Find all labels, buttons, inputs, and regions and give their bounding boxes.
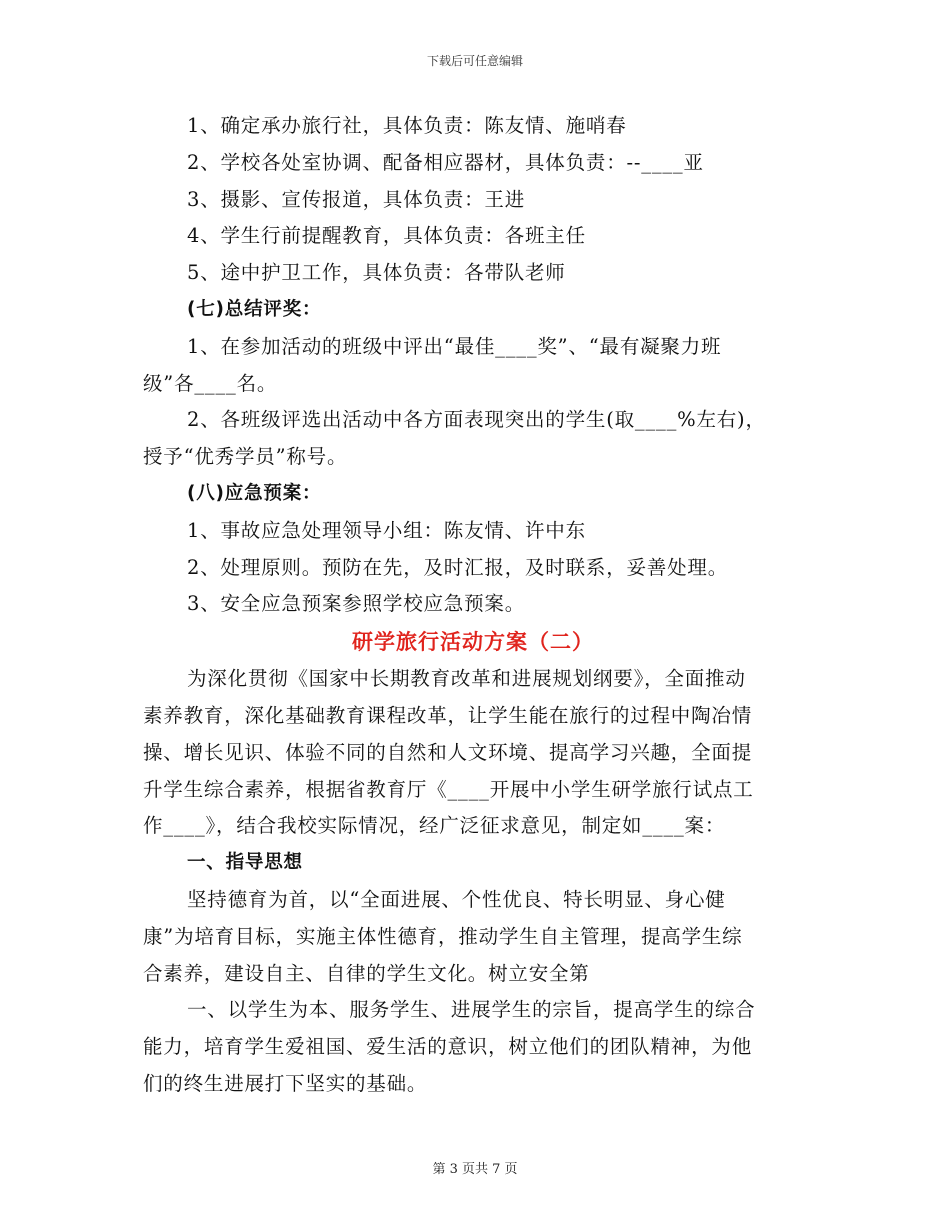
paragraph-line: 作____》，结合我校实际情况，经广泛征求意见，制定如____案： bbox=[143, 814, 726, 838]
paragraph-line: 坚持德育为首，以“全面进展、个性优良、特长明显、身心健 bbox=[187, 887, 726, 911]
paragraph-line: 能力，培育学生爱祖国、爱生活的意识，树立他们的团队精神，为他 bbox=[143, 1035, 753, 1059]
paragraph-line: 2、各班级评选出活动中各方面表现突出的学生(取____%左右)， bbox=[187, 408, 766, 432]
paragraph-line: 合素养，建设自主、自律的学生文化。树立安全第 bbox=[143, 961, 590, 985]
page-footer: 第 3 页共 7 页 bbox=[432, 1162, 518, 1177]
paragraph-line: 3、摄影、宣传报道，具体负责：王进 bbox=[187, 187, 526, 211]
paragraph-line: 素养教育，深化基础教育课程改革，让学生能在旅行的过程中陶冶情 bbox=[143, 703, 753, 727]
section-heading: (七)总结评奖： bbox=[187, 298, 322, 320]
paragraph-line: 1、在参加活动的班级中评出“最佳____奖”、“最有凝聚力班 bbox=[187, 334, 722, 358]
paragraph-line: 操、增长见识、体验不同的自然和人文环境、提高学习兴趣，全面提 bbox=[143, 740, 753, 764]
paragraph-line: 升学生综合素养，根据省教育厅《____开展中小学生研学旅行试点工 bbox=[143, 777, 754, 801]
paragraph-line: 康”为培育目标，实施主体性德育，推动学生自主管理，提高学生综 bbox=[143, 924, 743, 948]
paragraph-line: 为深化贯彻《国家中长期教育改革和进展规划纲要》，全面推动 bbox=[187, 667, 746, 691]
paragraph-line: 一、以学生为本、服务学生、进展学生的宗旨，提高学生的综合 bbox=[187, 998, 756, 1022]
section-title: 研学旅行活动方案（二） bbox=[352, 630, 594, 655]
paragraph-line: 1、事故应急处理领导小组：陈友情、许中东 bbox=[187, 518, 586, 542]
document-body bbox=[143, 108, 803, 1103]
paragraph-line: 们的终生进展打下坚实的基础。 bbox=[143, 1071, 428, 1095]
paragraph-line: 5、途中护卫工作，具体负责：各带队老师 bbox=[187, 261, 566, 285]
paragraph-line: 授予“优秀学员”称号。 bbox=[143, 445, 348, 469]
paragraph-line: 2、学校各处室协调、配备相应器材，具体负责：--____亚 bbox=[187, 150, 704, 174]
paragraph-line: 级”各____名。 bbox=[143, 371, 278, 395]
section-heading: (八)应急预案： bbox=[187, 482, 322, 504]
page-header: 下载后可任意编辑 bbox=[426, 54, 523, 68]
paragraph-line: 3、安全应急预案参照学校应急预案。 bbox=[187, 592, 526, 616]
section-heading: 一、指导思想 bbox=[187, 852, 303, 874]
paragraph-line: 2、处理原则。预防在先，及时汇报，及时联系，妥善处理。 bbox=[187, 555, 729, 579]
paragraph-line: 4、学生行前提醒教育，具体负责：各班主任 bbox=[187, 224, 586, 248]
paragraph-line: 1、确定承办旅行社，具体负责：陈友情、施哨春 bbox=[187, 114, 627, 137]
